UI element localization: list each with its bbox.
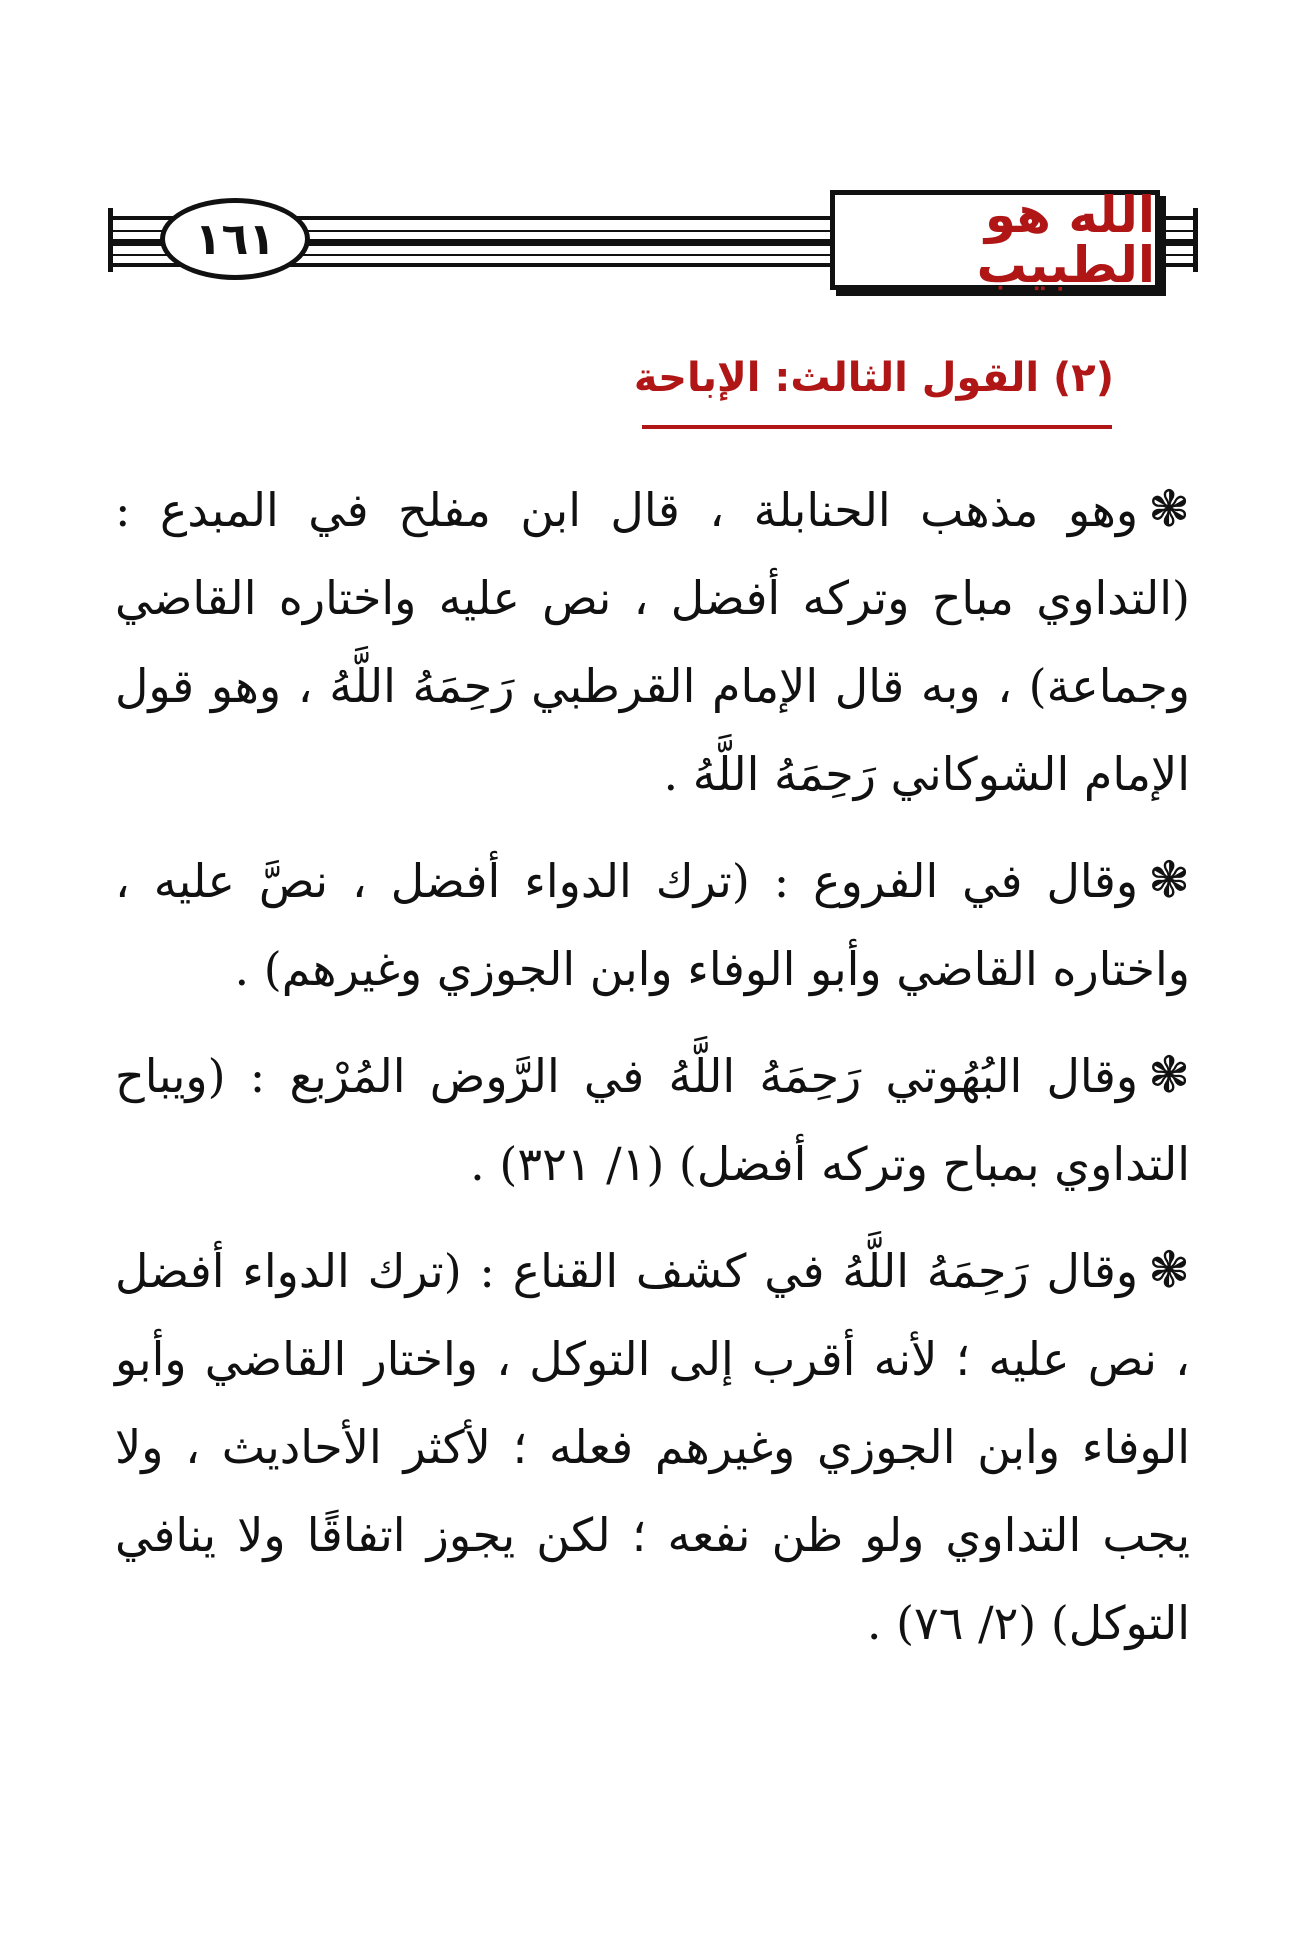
asterism-icon: ❃ <box>1148 851 1190 909</box>
paragraph-text: وقال في الفروع : (ترك الدواء أفضل ، نصَّ عليه ، واختاره القاضي وأبو الوفاء وابن الجوزي وغيرهم) . <box>115 854 1190 996</box>
paragraph-text: وقال البُهُوتي رَحِمَهُ اللَّهُ في الرَّوض المُرْبع : (ويباح التداوي بمباح وتركه أفضل) (١/ ٣٢١) . <box>115 1049 1190 1191</box>
running-title-box <box>830 186 1160 294</box>
page-number: ١٦١ <box>194 213 276 265</box>
paragraph <box>115 836 1190 1013</box>
paragraph <box>115 1031 1190 1208</box>
asterism-icon: ❃ <box>1148 480 1190 538</box>
asterism-icon: ❃ <box>1148 1046 1190 1104</box>
paragraph <box>115 1226 1190 1667</box>
body-text <box>115 465 1190 1685</box>
rule-end-cap <box>108 208 113 272</box>
paragraph <box>115 465 1190 818</box>
asterism-icon: ❃ <box>1148 1241 1190 1299</box>
paragraph-text: وقال رَحِمَهُ اللَّهُ في كشف القناع : (ترك الدواء أفضل ، نص عليه ؛ لأنه أقرب إلى التوكل ، واختار القاضي وأبو الوفاء وابن الجوزي وغيرهم فعله ؛ لأكثر الأحاديث ، ولا يجب التداوي ولو ظن نفعه ؛ لكن يجوز اتفاقًا ولا ينافي التوكل) (٢/ ٧٦) . <box>115 1244 1190 1650</box>
section-heading-underline <box>642 425 1112 429</box>
page-number-oval <box>160 198 310 280</box>
page-header <box>0 0 1304 330</box>
running-title: الله هو الطبيب <box>976 186 1155 294</box>
rule-end-cap <box>1193 208 1198 272</box>
section-heading: (٢) القول الثالث: الإباحة <box>633 355 1114 401</box>
paragraph-text: وهو مذهب الحنابلة ، قال ابن مفلح في المبدع : (التداوي مباح وتركه أفضل ، نص عليه واختاره القاضي وجماعة) ، وبه قال الإمام القرطبي رَحِمَهُ اللَّهُ ، وهو قول الإمام الشوكاني رَحِمَهُ اللَّهُ . <box>115 483 1190 801</box>
